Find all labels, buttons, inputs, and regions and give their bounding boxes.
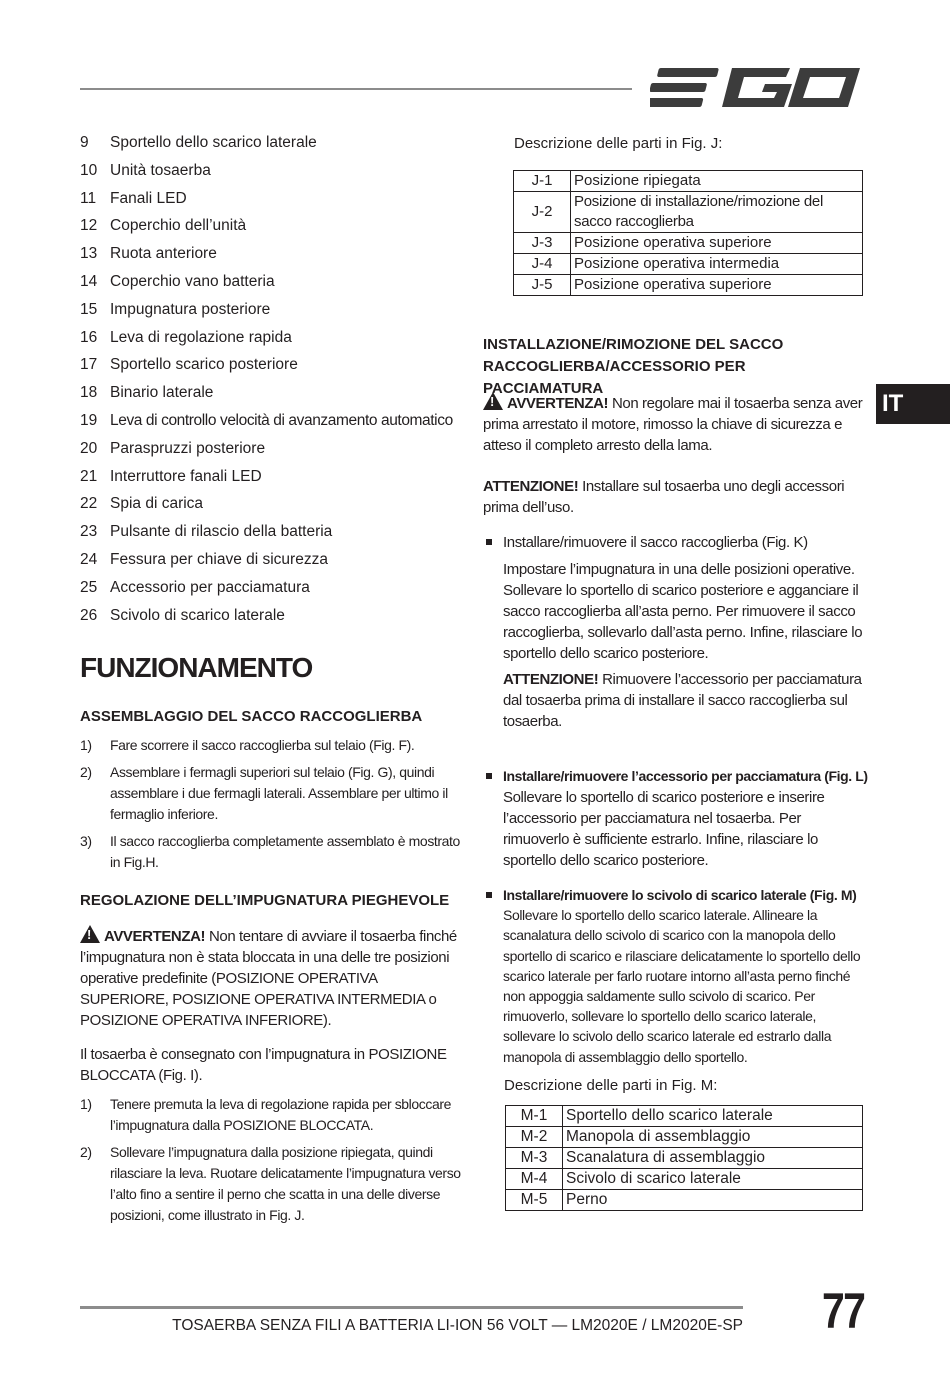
bullet-title: Installare/rimuovere l’accessorio per pacciamatura (Fig. L) <box>483 766 868 787</box>
warning-icon <box>80 925 100 943</box>
table-row: M-3 Scanalatura di assemblaggio <box>506 1148 863 1169</box>
header-rule <box>80 88 632 90</box>
list-item: 2) Sollevare l’impugnatura dalla posizione ripiegata, quindi rilasciare la leva. Ruotare delicatamente l’impugnatura verso l’alto fino a sentire il perno che scatta in una delle diverse posizioni, come illustrato in Fig. J. <box>80 1144 461 1223</box>
handle-steps <box>80 1094 465 1226</box>
list-item: 26 Scivolo di scarico laterale <box>80 606 285 624</box>
handle-heading: REGOLAZIONE DELL’IMPUGNATURA PIEGHEVOLE <box>80 892 450 909</box>
list-item: 21 Interruttore fanali LED <box>80 467 262 485</box>
table-row: J-3 Posizione operativa superiore <box>514 233 863 254</box>
bullet-text: Impostare l’impugnatura in una delle posizioni operative. Sollevare lo sportello di scarico posteriore e agganciare il sacco raccoglierba all’asta perno. Per rimuovere il sacco raccoglierba, sollevarlo dall’asta perno. Infine, rilasciare lo sportello dello scarico posteriore. <box>503 561 863 662</box>
ego-logo <box>650 64 862 112</box>
list-item: 20 Paraspruzzi posteriore <box>80 439 266 457</box>
fig-j-table <box>513 170 863 296</box>
list-item: 1) Tenere premuta la leva di regolazione rapida per sbloccare l’impugnatura dalla POSIZIONE BLOCCATA. <box>80 1096 452 1133</box>
parts-list <box>80 132 500 632</box>
list-item: 11 Fanali LED <box>80 189 187 207</box>
bullet-pacciamatura <box>483 766 868 871</box>
table-row: J-5 Posizione operativa superiore <box>514 275 863 296</box>
list-item: 19 Leva di controllo velocità di avanzamento automatico <box>80 411 453 429</box>
list-item: 1) Fare scorrere il sacco raccoglierba sul telaio (Fig. F). <box>80 737 415 753</box>
bullet-title: Installare/rimuovere il sacco raccoglierba (Fig. K) <box>483 532 868 553</box>
fig-j-caption: Descrizione delle parti in Fig. J: <box>514 135 723 152</box>
language-tab: IT <box>876 384 950 424</box>
list-item: 12 Coperchio dell’unità <box>80 217 247 235</box>
page-number: 77 <box>822 1283 865 1339</box>
footer-rule <box>80 1306 743 1309</box>
table-row: M-2 Manopola di assemblaggio <box>506 1127 863 1148</box>
warning-block: !AVVERTENZA! Non tentare di avviare il tosaerba finché l’impugnatura non è stata bloccata in una delle tre posizioni operative predefinite (POSIZIONE OPERATIVA SUPERIORE, POSIZIONE OPERATIVA INTERMEDIA o POSIZIONE OPERATIVA INFERIORE). <box>80 925 460 1031</box>
fig-m-caption: Descrizione delle parti in Fig. M: <box>504 1077 718 1094</box>
bullet-text: Sollevare lo sportello dello scarico laterale. Allineare la scanalatura dello scivolo di scarico con la manopola dello sportello di scarico e rilasciare delicatamente lo sportello dello scarico laterale per farlo ruotare intorno all’asta perno finché non appoggia saldamente sullo scivolo di scarico. Per rimuoverlo, sollevare lo sportello dello scarico laterale, sollevare lo scivolo dello scarico laterale ed estrarlo dalla manopola di assemblaggio dello sportello. <box>503 907 861 1065</box>
list-item: 18 Binario laterale <box>80 384 214 402</box>
list-item: 2) Assemblare i fermagli superiori sul telaio (Fig. G), quindi assemblare i due fermagli laterali. Assemblare per ultimo il fermaglio inferiore. <box>80 764 448 822</box>
install-heading: INSTALLAZIONE/RIMOZIONE DEL SACCO RACCOGLIERBA/ACCESSORIO PER PACCIAMATURA <box>483 336 784 397</box>
list-item: 10 Unità tosaerba <box>80 161 211 179</box>
warning-icon <box>483 392 503 410</box>
delivered-text: Il tosaerba è consegnato con l’impugnatura in POSIZIONE BLOCCATA (Fig. I). <box>80 1046 447 1084</box>
table-row: M-1 Sportello dello scarico laterale <box>506 1106 863 1127</box>
list-item: 24 Fessura per chiave di sicurezza <box>80 550 328 568</box>
svg-text:EGO: EGO <box>650 64 653 65</box>
list-item: 25 Accessorio per pacciamatura <box>80 578 310 596</box>
assembly-heading: ASSEMBLAGGIO DEL SACCO RACCOGLIERBA <box>80 708 423 725</box>
bullet-scivolo <box>483 885 868 1067</box>
section-title: FUNZIONAMENTO <box>80 652 313 683</box>
footer-text: TOSAERBA SENZA FILI A BATTERIA LI-ION 56 VOLT — LM2020E / LM2020E-SP <box>172 1317 743 1334</box>
table-row: M-5 Perno <box>506 1190 863 1211</box>
list-item: 3) Il sacco raccoglierba completamente assemblato è mostrato in Fig.H. <box>80 833 460 870</box>
list-item: 14 Coperchio vano batteria <box>80 272 275 290</box>
list-item: 23 Pulsante di rilascio della batteria <box>80 523 333 541</box>
table-row: J-4 Posizione operativa intermedia <box>514 254 863 275</box>
attention-block: ATTENZIONE! Rimuovere l’accessorio per pacciamatura dal tosaerba prima di installare il sacco raccoglierba sul tosaerba. <box>503 671 862 730</box>
assembly-steps <box>80 735 465 873</box>
list-item: 15 Impugnatura posteriore <box>80 300 271 318</box>
bullet-title: Installare/rimuovere lo scivolo di scarico laterale (Fig. M) <box>483 885 868 905</box>
list-item: 16 Leva di regolazione rapida <box>80 328 292 346</box>
list-item: 9 Sportello dello scarico laterale <box>80 134 317 151</box>
list-item: 13 Ruota anteriore <box>80 245 217 263</box>
table-row: J-1 Posizione ripiegata <box>514 171 863 192</box>
bullet-sacco <box>483 532 868 732</box>
bullet-text: Sollevare lo sportello di scarico posteriore e inserire l’accessorio per pacciamatura nel tosaerba. Per rimuoverlo è sufficiente estrarlo. Infine, rilasciare lo sportello dello scarico posteriore. <box>503 789 825 869</box>
list-item: 22 Spia di carica <box>80 495 204 513</box>
table-row: M-4 Scivolo di scarico laterale <box>506 1169 863 1190</box>
warning-block: !AVVERTENZA! Non regolare mai il tosaerba senza aver prima arrestato il motore, rimosso la chiave di sicurezza e atteso il completo arresto della lama. <box>483 392 863 456</box>
fig-m-table <box>505 1105 863 1211</box>
attention-block: ATTENZIONE! Installare sul tosaerba uno degli accessori prima dell’uso. <box>483 478 845 516</box>
list-item: 17 Sportello scarico posteriore <box>80 356 298 374</box>
table-row: J-2 Posizione di installazione/rimozione del sacco raccoglierba <box>514 192 863 233</box>
